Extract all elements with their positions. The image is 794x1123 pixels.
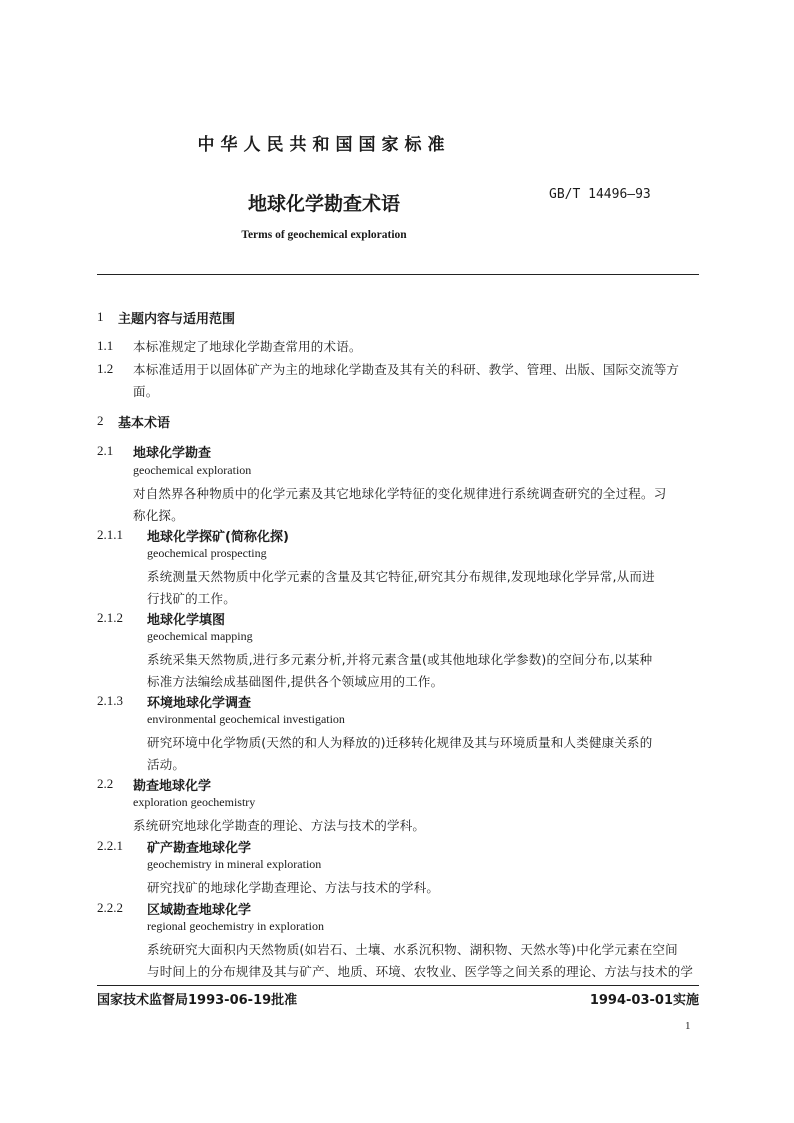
term-title: 地球化学探矿(简称化探) xyxy=(147,530,289,545)
section-number: 2 xyxy=(97,413,104,428)
term-title: 地球化学勘查 xyxy=(133,446,212,461)
standard-title: 中华人民共和国国家标准 xyxy=(197,135,451,155)
term-definition-line: 与时间上的分布规律及其与矿产、地质、环境、农牧业、医学等之间关系的理论、方法与技术的学 xyxy=(147,964,694,979)
header-divider xyxy=(97,274,699,275)
clause-number: 1.1 xyxy=(97,338,114,353)
term-definition-line: 研究找矿的地球化学勘查理论、方法与技术的学科。 xyxy=(147,880,440,895)
term-english: regional geochemistry in exploration xyxy=(147,919,324,933)
term-title: 矿产勘查地球化学 xyxy=(147,841,252,856)
term-number: 2.2.2 xyxy=(97,900,123,915)
term-english: environmental geochemical investigation xyxy=(147,712,345,726)
term-definition-line: 研究环境中化学物质(天然的和人为释放的)迁移转化规律及其与环境质量和人类健康关系的 xyxy=(147,735,653,750)
clause-text: 本标准规定了地球化学勘查常用的术语。 xyxy=(133,339,362,354)
term-title: 勘查地球化学 xyxy=(133,779,212,794)
term-definition-line: 对自然界各种物质中的化学元素及其它地球化学特征的变化规律进行系统调查研究的全过程。习 xyxy=(133,486,667,501)
section-heading: 主题内容与适用范围 xyxy=(118,312,236,327)
term-definition-line: 标准方法编绘成基础图件,提供各个领域应用的工作。 xyxy=(147,674,444,689)
term-title: 区域勘查地球化学 xyxy=(147,903,252,918)
footer-divider xyxy=(97,985,699,986)
term-english: geochemical exploration xyxy=(133,463,252,477)
clause-text-line: 面。 xyxy=(133,384,159,399)
term-number: 2.2 xyxy=(97,776,114,791)
section-number: 1 xyxy=(97,309,104,324)
term-definition-line: 系统研究大面积内天然物质(如岩石、土壤、水系沉积物、湖积物、天然水等)中化学元素在空间 xyxy=(147,942,678,957)
term-definition-line: 系统采集天然物质,进行多元素分析,并将元素含量(或其他地球化学参数)的空间分布,以某种 xyxy=(147,652,653,667)
effective-date: 1994-03-01实施 xyxy=(589,993,699,1008)
term-number: 2.1.1 xyxy=(97,527,123,542)
term-definition-line: 系统测量天然物质中化学元素的含量及其它特征,研究其分布规律,发现地球化学异常,从而进 xyxy=(147,569,655,584)
term-number: 2.1.2 xyxy=(97,610,123,625)
term-english: geochemical mapping xyxy=(147,629,253,643)
term-number: 2.1.3 xyxy=(97,693,123,708)
term-number: 2.2.1 xyxy=(97,838,123,853)
page-number: 1 xyxy=(685,1020,691,1032)
term-english: geochemical prospecting xyxy=(147,546,267,560)
term-english: geochemistry in mineral exploration xyxy=(147,857,322,871)
term-title: 环境地球化学调查 xyxy=(147,696,252,711)
document-title: 地球化学勘查术语 xyxy=(247,193,400,215)
document-title-english: Terms of geochemical exploration xyxy=(241,229,407,241)
term-definition-line: 活动。 xyxy=(147,757,186,772)
term-title: 地球化学填图 xyxy=(147,613,226,628)
term-number: 2.1 xyxy=(97,443,114,458)
term-definition-line: 行找矿的工作。 xyxy=(147,591,236,606)
term-definition-line: 称化探。 xyxy=(133,508,184,523)
section-heading: 基本术语 xyxy=(118,416,171,431)
approval-date: 国家技术监督局1993-06-19批准 xyxy=(97,993,298,1008)
term-definition-line: 系统研究地球化学勘查的理论、方法与技术的学科。 xyxy=(133,818,426,833)
clause-text-line: 本标准适用于以固体矿产为主的地球化学勘查及其有关的科研、教学、管理、出版、国际交流等方 xyxy=(133,362,680,377)
clause-number: 1.2 xyxy=(97,361,114,376)
term-english: exploration geochemistry xyxy=(133,795,256,809)
document-code: GB/T 14496—93 xyxy=(549,187,651,202)
